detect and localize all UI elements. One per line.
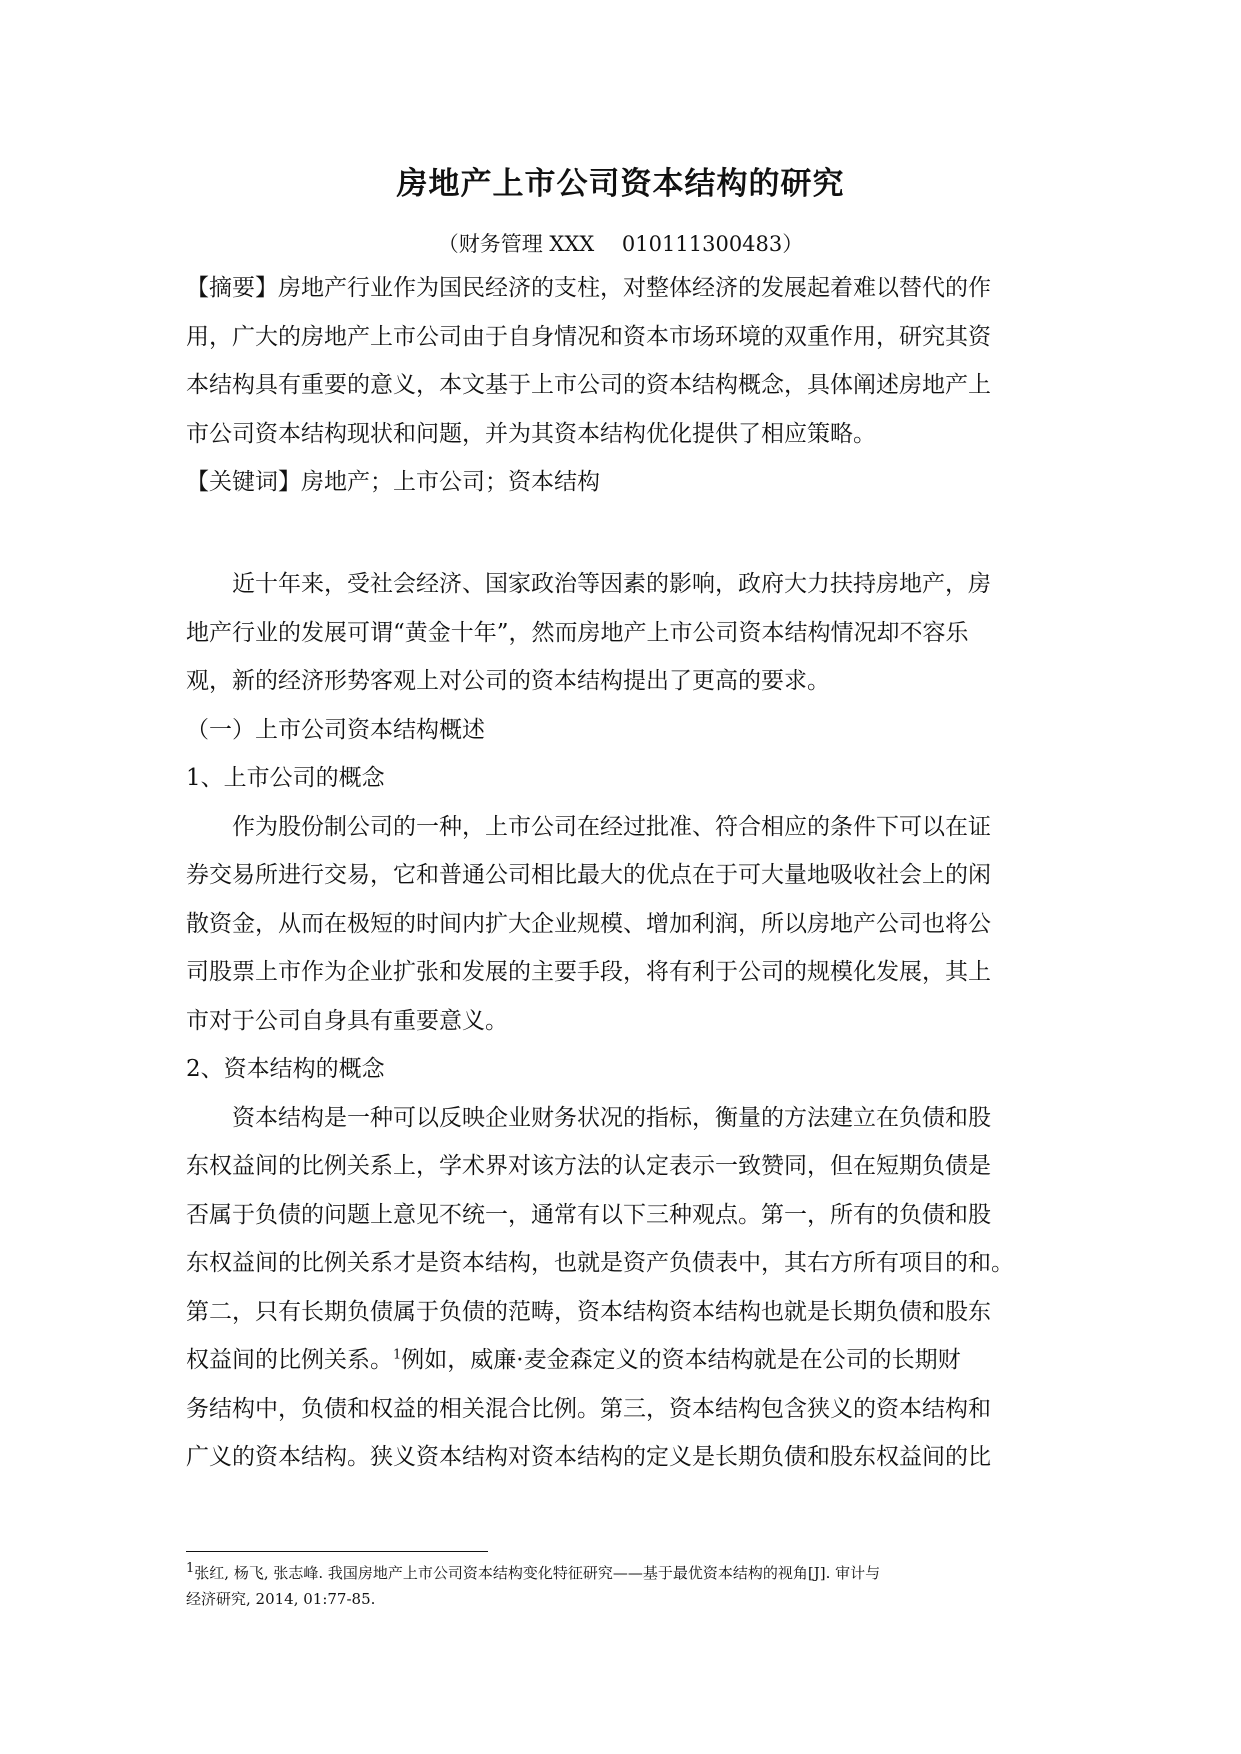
body-text-before-note: 权益间的比例关系。: [186, 1347, 393, 1373]
body-line-with-footnote: [186, 1336, 1054, 1385]
footnote-marker: 1: [186, 1561, 195, 1576]
body-line: 司股票上市作为企业扩张和发展的主要手段，将有利于公司的规模化发展，其上: [186, 959, 991, 985]
author-line: （财务管理 XXX 010111300483）: [437, 232, 804, 256]
intro-line: 近十年来，受社会经济、国家政治等因素的影响，政府大力扶持房地产，房: [232, 571, 991, 597]
body-line: 东权益间的比例关系才是资本结构，也就是资产负债表中，其右方所有项目的和。: [186, 1250, 1014, 1276]
intro-line: 观，新的经济形势客观上对公司的资本结构提出了更高的要求。: [186, 668, 830, 694]
body-line: 市对于公司自身具有重要意义。: [186, 1007, 508, 1034]
body-line: 否属于负债的问题上意见不统一，通常有以下三种观点。第一，所有的负债和股: [186, 1201, 991, 1228]
footnote-text: 张红, 杨飞, 张志峰. 我国房地产上市公司资本结构变化特征研究——基于最优资本结构的视角[J]. 审计与: [194, 1564, 881, 1582]
intro-line: 地产行业的发展可谓“黄金十年”，然而房地产上市公司资本结构情况却不容乐: [186, 619, 969, 646]
footnote-line: [186, 1560, 1054, 1586]
abstract-line: 市公司资本结构现状和问题，并为其资本结构优化提供了相应策略。: [186, 420, 876, 447]
abstract-line: 用，广大的房地产上市公司由于自身情况和资本市场环境的双重作用，研究其资: [186, 323, 991, 350]
main-body: [186, 560, 1054, 1482]
body-text-after-note: 例如，威廉·麦金森定义的资本结构就是在公司的长期财: [401, 1347, 961, 1373]
paper-title: 房地产上市公司资本结构的研究: [396, 166, 845, 202]
keywords-line: 【关键词】房地产；上市公司；资本结构: [186, 469, 600, 495]
body-line: 第二，只有长期负债属于负债的范畴，资本结构资本结构也就是长期负债和股东: [186, 1298, 991, 1325]
body-line: 券交易所进行交易，它和普通公司相比最大的优点在于可大量地吸收社会上的闲: [186, 862, 991, 888]
abstract-line: 【摘要】房地产行业作为国民经济的支柱，对整体经济的发展起着难以替代的作: [186, 275, 991, 301]
footnote: [186, 1560, 1054, 1612]
body-line: 东权益间的比例关系上，学术界对该方法的认定表示一致赞同，但在短期负债是: [186, 1153, 991, 1179]
abstract: [186, 264, 1054, 458]
body-line: 作为股份制公司的一种，上市公司在经过批准、符合相应的条件下可以在证: [232, 813, 991, 840]
body-line: 务结构中，负债和权益的相关混合比例。第三，资本结构包含狭义的资本结构和: [186, 1395, 991, 1422]
footnote-divider: [186, 1551, 488, 1552]
body-line: 广义的资本结构。狭义资本结构对资本结构的定义是长期负债和股东权益间的比: [186, 1444, 991, 1470]
body-line: 散资金，从而在极短的时间内扩大企业规模、增加利润，所以房地产公司也将公: [186, 910, 991, 937]
abstract-line: 本结构具有重要的意义，本文基于上市公司的资本结构概念，具体阐述房地产上: [186, 372, 991, 398]
body-line: 资本结构是一种可以反映企业财务状况的指标，衡量的方法建立在负债和股: [232, 1104, 991, 1131]
keywords: [186, 458, 1054, 507]
subsection-heading: 1、上市公司的概念: [186, 765, 385, 791]
subsection-heading: 2、资本结构的概念: [186, 1056, 385, 1082]
footnote-reference[interactable]: 1: [393, 1347, 402, 1363]
section-heading: （一）上市公司资本结构概述: [186, 716, 485, 743]
footnote-line: 经济研究, 2014, 01:77-85.: [186, 1590, 376, 1608]
